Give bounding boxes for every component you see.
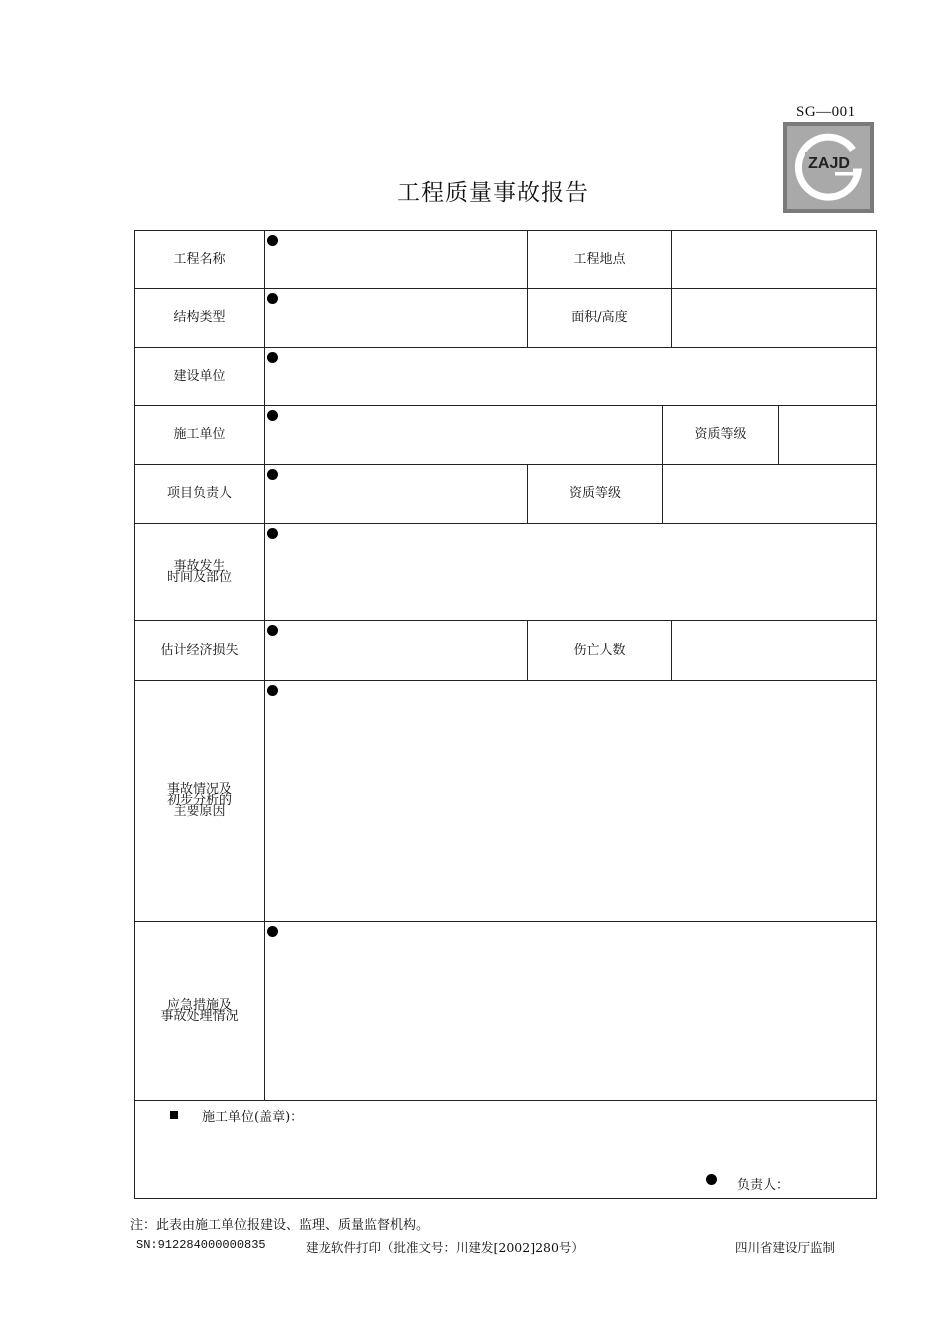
emergency-label: 应急措施及 事故处理情况 bbox=[160, 997, 239, 1024]
bullet-icon bbox=[267, 352, 278, 363]
logo-text: ZAJD bbox=[808, 155, 850, 172]
project-location-label: 工程地点 bbox=[573, 251, 626, 267]
contractor-seal-label: 施工单位(盖章)： bbox=[202, 1110, 304, 1125]
structure-type-field[interactable] bbox=[265, 288, 527, 347]
builder-label: 建设单位 bbox=[173, 368, 226, 384]
bullet-icon bbox=[267, 235, 278, 246]
contractor-field[interactable] bbox=[265, 405, 662, 464]
area-height-field[interactable] bbox=[672, 288, 876, 347]
bullet-icon bbox=[267, 528, 278, 539]
page-title: 工程质量事故报告 bbox=[397, 180, 589, 206]
builder-field[interactable] bbox=[265, 347, 876, 405]
bullet-icon bbox=[267, 926, 278, 937]
project-manager-field[interactable] bbox=[265, 464, 527, 523]
project-name-label: 工程名称 bbox=[173, 251, 226, 267]
area-height-label: 面积/高度 bbox=[571, 310, 628, 325]
accident-time-field[interactable] bbox=[265, 523, 876, 620]
casualties-field[interactable] bbox=[672, 620, 876, 680]
emergency-field[interactable] bbox=[265, 921, 876, 1100]
bullet-icon bbox=[267, 293, 278, 304]
manager-qualification-field[interactable] bbox=[663, 464, 876, 523]
accident-time-label: 事故发生 时间及部位 bbox=[166, 558, 232, 585]
bullet-icon bbox=[267, 685, 278, 696]
supervisor-text: 四川省建设厅监制 bbox=[735, 1240, 836, 1255]
manager-qualification-label: 资质等级 bbox=[568, 486, 621, 501]
economic-loss-label: 估计经济损失 bbox=[160, 642, 239, 658]
document-code: SG—001 bbox=[796, 104, 856, 120]
bullet-icon bbox=[267, 410, 278, 421]
economic-loss-field[interactable] bbox=[265, 620, 527, 680]
project-name-field[interactable] bbox=[265, 230, 527, 288]
contractor-label: 施工单位 bbox=[173, 427, 226, 442]
bullet-icon bbox=[706, 1174, 717, 1185]
project-manager-label: 项目负责人 bbox=[166, 486, 232, 501]
accident-report-form bbox=[134, 230, 877, 1200]
square-bullet-icon bbox=[170, 1111, 178, 1119]
bullet-icon bbox=[267, 469, 278, 480]
software-print-info: 建龙软件打印（批准文号：川建发[2002]280号） bbox=[306, 1240, 584, 1255]
responsible-person-label: 负责人： bbox=[737, 1178, 790, 1193]
casualties-label: 伤亡人数 bbox=[573, 642, 626, 658]
accident-cause-label: 事故情况及 初步分析的 主要原因 bbox=[166, 782, 232, 819]
serial-number: SN:912284000000835 bbox=[136, 1238, 266, 1252]
accident-cause-field[interactable] bbox=[265, 680, 876, 921]
contractor-qualification-field[interactable] bbox=[779, 405, 876, 464]
bullet-icon bbox=[267, 625, 278, 636]
contractor-qualification-label: 资质等级 bbox=[694, 427, 747, 442]
project-location-field[interactable] bbox=[672, 230, 876, 288]
structure-type-label: 结构类型 bbox=[173, 310, 226, 325]
footer-note: 注：此表由施工单位报建设、监理、质量监督机构。 bbox=[130, 1218, 430, 1233]
